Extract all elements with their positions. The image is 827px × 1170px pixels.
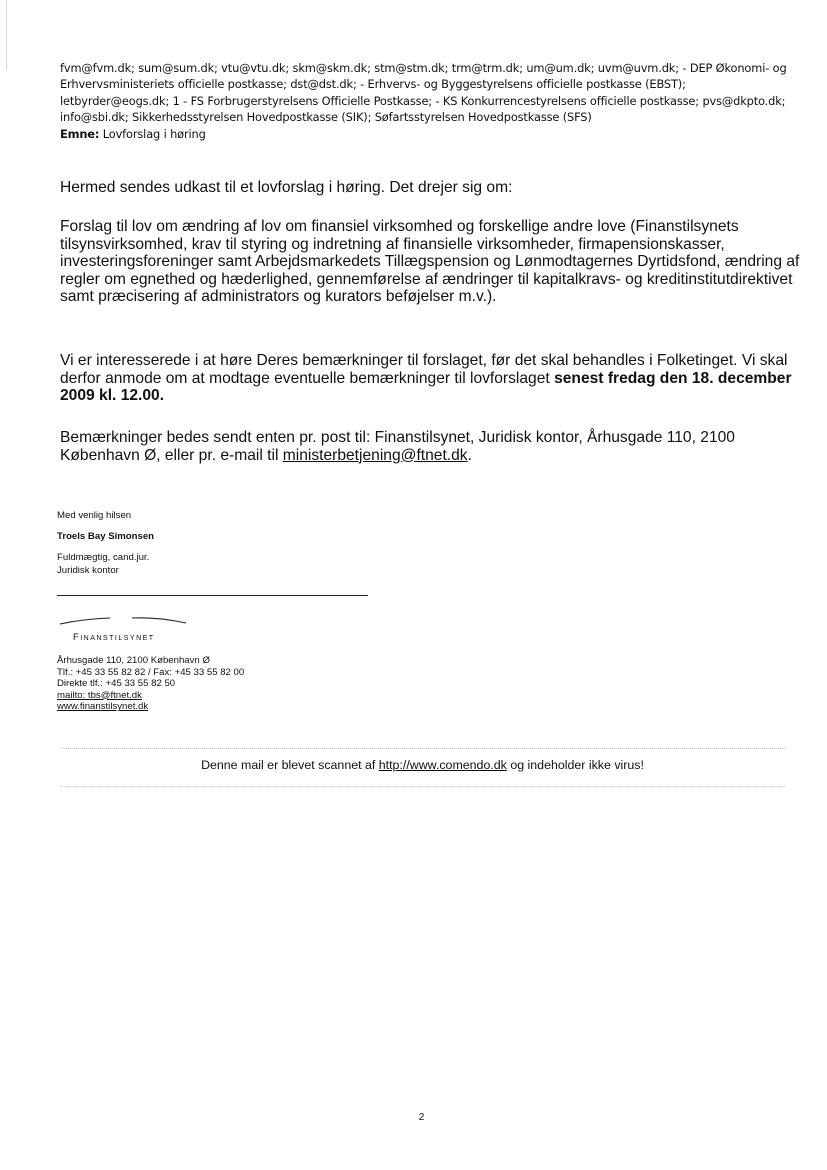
comments-paragraph — [60, 352, 800, 405]
scan-notice-bottom-rule — [60, 786, 785, 787]
scan-notice-end: og indeholder ikke virus! — [506, 758, 644, 772]
comendo-link[interactable]: http://www.comendo.dk — [378, 758, 507, 772]
contact-address: Århusgade 110, 2100 København Ø — [57, 655, 210, 666]
scan-notice-text: Denne mail er blevet scannet af — [201, 758, 379, 772]
contact-block — [57, 655, 244, 713]
comments-text: Vi er interesserede i at høre Deres bemærkninger til forslaget, før det skal behandles i Folketinget. Vi skal derfor anmode om at modtage eventuelle bemærkninger til lovforslaget — [60, 352, 788, 387]
ministry-email-link[interactable]: ministerbetjening@ftnet.dk — [282, 446, 468, 464]
email-header — [60, 60, 795, 142]
bill-paragraph: Forslag til lov om ændring af lov om finansiel virksomhed og forskellige andre love (Finanstilsynets tilsynsvirksomhed, krav til styring og indretning af finansielle virksomheder, firmapensionskasser, investeringsforeninger samt Arbejdsmarkedets Tillægspension og Lønmodtagernes Dyrtidsfond, ændring af regler om egnethed og hæderlighed, gennemførelse af ændringer til kapitalkravs- og kreditinstitutdirektivet samt præcisering af administrators og kurators beføjelser m.v.). — [60, 218, 800, 306]
subject-line — [60, 126, 795, 142]
send-text: Bemærkninger bedes sendt enten pr. post til: Finanstilsynet, Juridisk kontor, Århusgade 110, 2100 København Ø, eller pr. e-mail til — [60, 429, 735, 464]
send-paragraph — [60, 429, 800, 464]
contact-website-link[interactable]: www.finanstilsynet.dk — [57, 701, 149, 713]
page-edge-line — [6, 0, 7, 70]
signature-closing: Med venlig hilsen — [57, 510, 132, 521]
signature-title-line2: Juridisk kontor — [57, 564, 119, 576]
scan-notice-top-rule — [60, 748, 785, 749]
subject-label: Emne: — [60, 126, 100, 141]
send-end: . — [467, 446, 472, 464]
contact-phone: Tlf.: +45 33 55 82 82 / Fax: +45 33 55 82 00 — [57, 666, 245, 678]
logo-swoosh-icon — [58, 612, 198, 630]
finanstilsynet-logo — [58, 612, 198, 644]
scan-notice — [60, 757, 785, 773]
deadline-text: senest fredag den 18. december 2009 kl. 12.00. — [60, 369, 792, 405]
recipients-list: fvm@fvm.dk; sum@sum.dk; vtu@vtu.dk; skm@skm.dk; stm@stm.dk; trm@trm.dk; um@um.dk; uvm@uvm.dk; - DEP Økonomi- og Erhvervsministeriets officielle postkasse; dst@dst.dk; - Erhvervs- og Byggestyrelsens officielle postkasse (EBST); letbyrder@eogs.dk; 1 - FS Forbrugerstyrelsens Officielle Postkasse; - KS Konkurrencestyrelsens officielle postkasse; pvs@dkpto.dk; info@sbi.dk; Sikkerhedsstyrelsen Hovedpostkasse (SIK); Søfartsstyrelsen Hovedpostkasse (SFS) — [60, 61, 787, 125]
signature-name: Troels Bay Simonsen — [57, 531, 155, 542]
contact-mailto-link[interactable]: mailto: tbs@ftnet.dk — [57, 689, 142, 701]
logo-text: Finanstilsynet — [73, 631, 155, 642]
signature-divider — [57, 595, 368, 596]
page-number: 2 — [418, 1112, 425, 1123]
signature-title — [57, 552, 149, 577]
intro-paragraph: Hermed sendes udkast til et lovforslag i høring. Det drejer sig om: — [60, 179, 513, 196]
signature-title-line1: Fuldmægtig, cand.jur. — [57, 552, 150, 563]
subject-text: Lovforslag i høring — [102, 126, 206, 141]
contact-direct-phone: Direkte tlf.: +45 33 55 82 50 — [57, 678, 176, 690]
